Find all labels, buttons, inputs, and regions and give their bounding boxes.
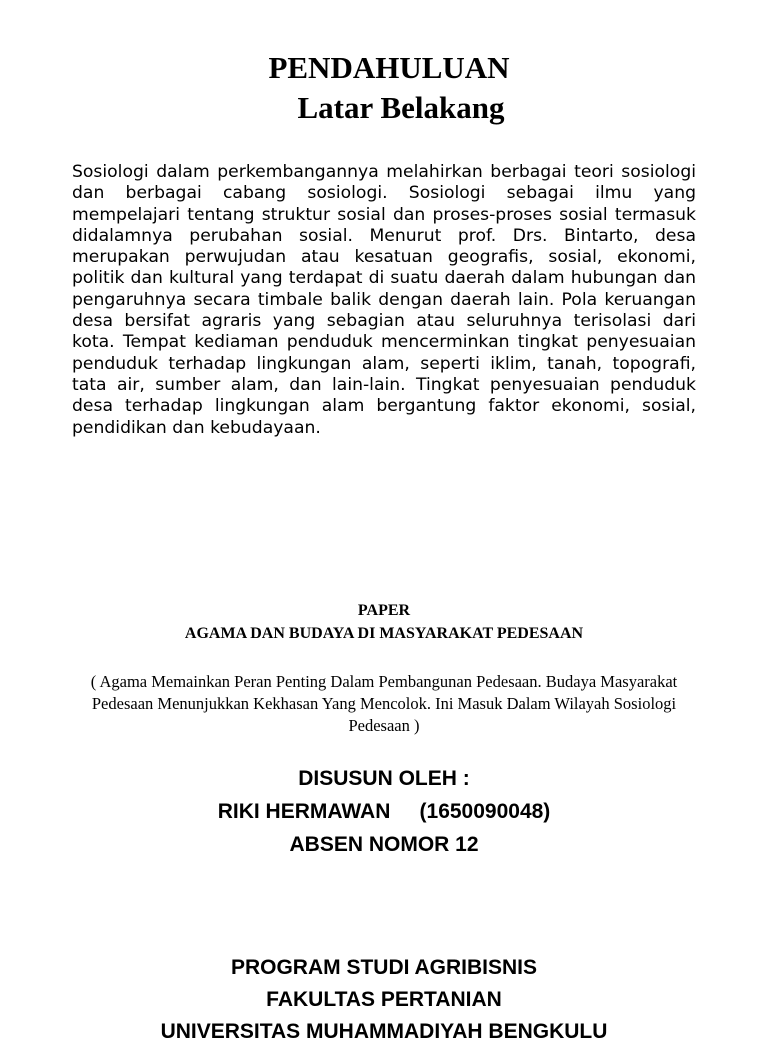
study-program: PROGRAM STUDI AGRIBISNIS — [230, 956, 538, 979]
paper-label: PAPER — [357, 602, 411, 619]
faculty-name: FAKULTAS PERTANIAN — [266, 988, 502, 1011]
section-subtitle: Latar Belakang — [297, 90, 505, 125]
paper-title: AGAMA DAN BUDAYA DI MASYARAKAT PEDESAAN — [184, 625, 584, 642]
attendance-number: ABSEN NOMOR 12 — [289, 833, 479, 856]
author-block — [0, 762, 768, 861]
author-name-id: RIKI HERMAWAN (1650090048) — [217, 800, 551, 823]
institution-block — [0, 952, 768, 1048]
page-title: PENDAHULUAN — [268, 50, 510, 85]
body-paragraph: Sosiologi dalam perkembangannya melahirkan berbagai teori sosiologi dan berbagai cabang sosiologi. Sosiologi sebagai ilmu yang mempelajari tentang struktur sosial dan proses-proses sosial termasuk didalamnya perubahan sosial. Menurut prof. Drs. Bintarto, desa merupakan perwujudan atau kesatuan geografis, sosial, ekonomi, politik dan kultural yang terdapat di suatu daerah dalam hubungan dan pengaruhnya secara timbale balik dengan daerah lain. Pola keruangan desa bersifat agraris yang sebagian atau seluruhnya terisolasi dari kota. Tempat kediaman penduduk mencerminkan tingkat penyesuaian penduduk terhadap lingkungan alam, seperti iklim, tanah, topografi, tata air, sumber alam, dan lain-lain. Tingkat penyesuaian penduduk desa terhadap lingkungan alam bergantung faktor ekonomi, sosial, pendidikan dan kebudayaan. — [72, 162, 696, 438]
university-name: UNIVERSITAS MUHAMMADIYAH BENGKULU — [160, 1020, 608, 1043]
compiled-by-label: DISUSUN OLEH : — [298, 767, 470, 790]
paper-description: ( Agama Memainkan Peran Penting Dalam Pembangunan Pedesaan. Budaya Masyarakat Pedesaan Menunjukkan Kekhasan Yang Mencolok. Ini Masuk Dalam Wilayah Sosiologi Pedesaan ) — [90, 672, 678, 735]
